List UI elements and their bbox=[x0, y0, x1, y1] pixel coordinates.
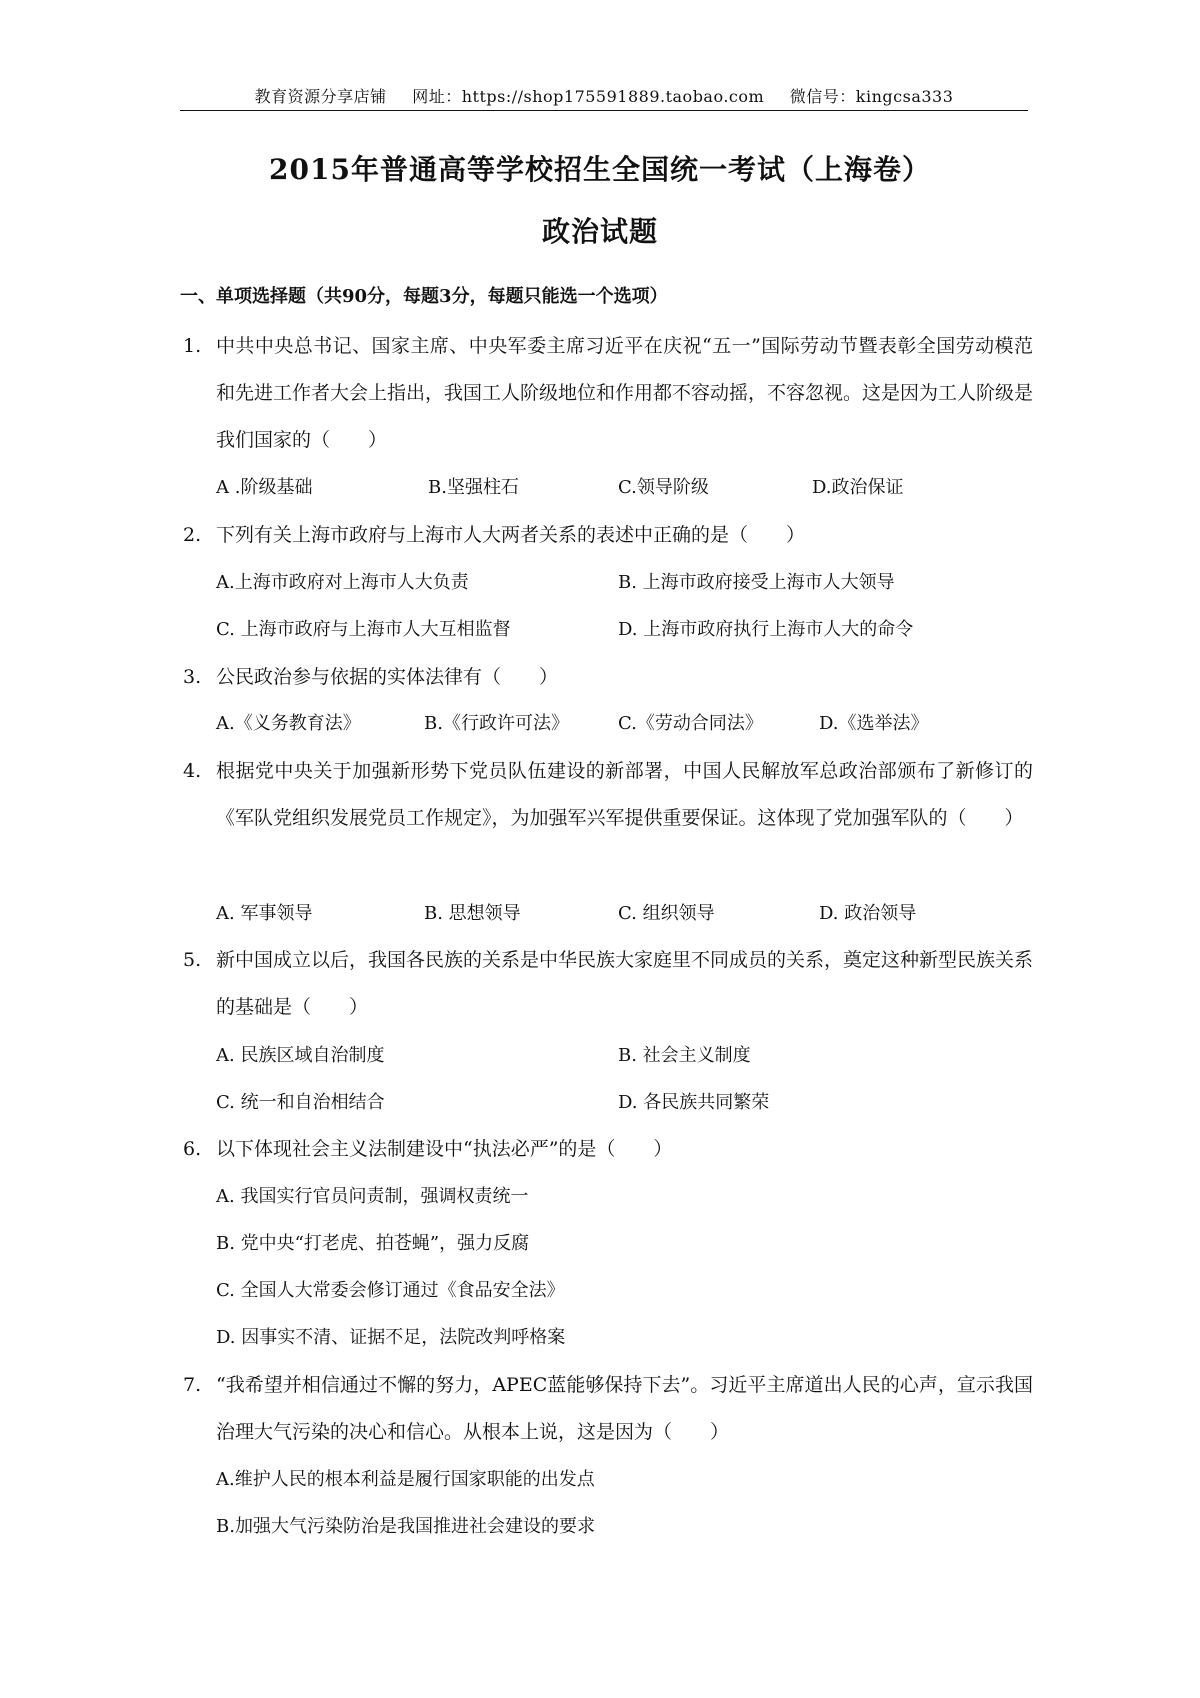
section-heading: 一、单项选择题（共90分，每题3分，每题只能选一个选项） bbox=[180, 286, 668, 307]
question-1 bbox=[183, 323, 1033, 464]
question-number: 2. bbox=[183, 524, 202, 546]
option-c: C. 统一和自治相结合 bbox=[216, 1092, 385, 1113]
question-number: 6. bbox=[183, 1138, 202, 1160]
option-b: B.坚强柱石 bbox=[428, 477, 519, 498]
option-c: C. 组织领导 bbox=[618, 903, 715, 924]
option-d: D. 上海市政府执行上海市人大的命令 bbox=[618, 619, 914, 640]
question-4 bbox=[183, 748, 1033, 842]
question-stem: 以下体现社会主义法制建设中“执法必严”的是（ ） bbox=[216, 1138, 673, 1160]
option-d: D.《选举法》 bbox=[819, 713, 929, 734]
option-b: B.加强大气污染防治是我国推进社会建设的要求 bbox=[216, 1516, 595, 1537]
question-7 bbox=[183, 1362, 1033, 1456]
wechat-id: 微信号：kingcsa333 bbox=[789, 87, 954, 106]
option-d: D. 因事实不清、证据不足，法院改判呼格案 bbox=[216, 1327, 566, 1348]
question-stem: 中共中央总书记、国家主席、中央军委主席习近平在庆祝“五一”国际劳动节暨表彰全国劳动模范和先进工作者大会上指出，我国工人阶级地位和作用都不容动摇，不容忽视。这是因为工人阶级是我们国家的（ ） bbox=[216, 335, 1034, 451]
question-5 bbox=[183, 937, 1033, 1031]
option-b: B. 上海市政府接受上海市人大领导 bbox=[618, 572, 895, 593]
question-number: 1. bbox=[183, 335, 202, 357]
exam-title: 2015年普通高等学校招生全国统一考试（上海卷） bbox=[269, 153, 931, 186]
question-6 bbox=[183, 1126, 1033, 1173]
option-a: A. 军事领导 bbox=[216, 903, 313, 924]
question-stem: “我希望并相信通过不懈的努力，APEC蓝能够保持下去”。习近平主席道出人民的心声，宣示我国治理大气污染的决心和信心。从根本上说，这是因为（ ） bbox=[216, 1374, 1033, 1443]
option-c: C.领导阶级 bbox=[618, 477, 709, 498]
exam-subtitle: 政治试题 bbox=[541, 215, 658, 248]
shop-name: 教育资源分享店铺 bbox=[254, 87, 387, 106]
option-b: B. 思想领导 bbox=[424, 903, 521, 924]
question-stem: 根据党中央关于加强新形势下党员队伍建设的新部署，中国人民解放军总政治部颁布了新修订的《军队党组织发展党员工作规定》，为加强军兴军提供重要保证。这体现了党加强军队的（ ） bbox=[216, 760, 1033, 829]
option-d: D. 政治领导 bbox=[819, 903, 917, 924]
header-divider bbox=[180, 110, 1028, 111]
option-a: A. 民族区域自治制度 bbox=[216, 1045, 385, 1066]
option-a: A .阶级基础 bbox=[216, 477, 313, 498]
option-d: D. 各民族共同繁荣 bbox=[618, 1092, 770, 1113]
option-a: A.上海市政府对上海市人大负责 bbox=[216, 572, 469, 593]
option-b: B.《行政许可法》 bbox=[424, 713, 569, 734]
question-stem: 新中国成立以后，我国各民族的关系是中华民族大家庭里不同成员的关系，奠定这种新型民族关系的基础是（ ） bbox=[216, 949, 1034, 1018]
question-stem: 公民政治参与依据的实体法律有（ ） bbox=[216, 666, 559, 688]
question-2 bbox=[183, 512, 1033, 559]
question-number: 3. bbox=[183, 666, 202, 688]
option-c: C.《劳动合同法》 bbox=[618, 713, 763, 734]
option-a: A. 我国实行官员问责制，强调权责统一 bbox=[216, 1186, 529, 1207]
option-c: C. 上海市政府与上海市人大互相监督 bbox=[216, 619, 511, 640]
option-a: A.《义务教育法》 bbox=[216, 713, 361, 734]
option-b: B. 社会主义制度 bbox=[618, 1045, 751, 1066]
question-number: 5. bbox=[183, 949, 202, 971]
option-b: B. 党中央“打老虎、拍苍蝇”，强力反腐 bbox=[216, 1233, 530, 1254]
option-a: A.维护人民的根本利益是履行国家职能的出发点 bbox=[216, 1469, 595, 1490]
question-3 bbox=[183, 654, 1033, 701]
option-d: D.政治保证 bbox=[812, 477, 904, 498]
question-number: 7. bbox=[183, 1374, 202, 1396]
option-c: C. 全国人大常委会修订通过《食品安全法》 bbox=[216, 1280, 565, 1301]
shop-url: 网址：https://shop175591889.taobao.com bbox=[412, 87, 765, 106]
question-stem: 下列有关上海市政府与上海市人大两者关系的表述中正确的是（ ） bbox=[216, 524, 806, 546]
question-number: 4. bbox=[183, 760, 202, 782]
page-header bbox=[180, 84, 1028, 107]
